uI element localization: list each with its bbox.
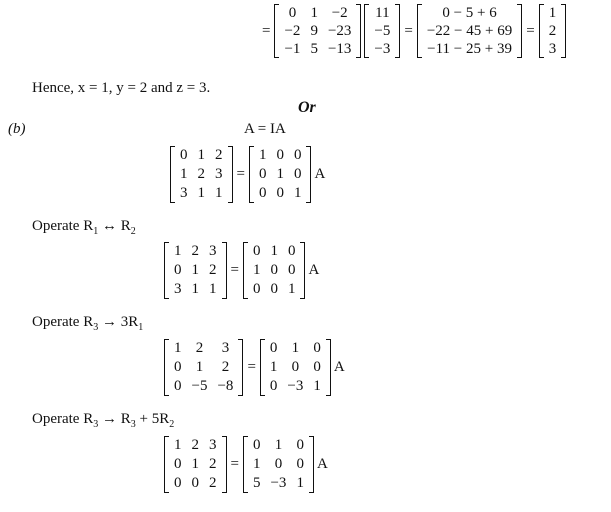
matrix-cell: 0 [296, 437, 304, 453]
matrix-cell: 1 [174, 340, 182, 356]
matrix-cell: 0 [296, 456, 304, 472]
matrix-cell: 1 [180, 166, 188, 182]
matrix-cell: −2 [284, 23, 301, 39]
matrix-a-symbol: A [316, 456, 328, 472]
matrix-cell: 0 [252, 437, 261, 453]
matrix-cell: 0 [180, 147, 188, 163]
matrix-cell: −5 [191, 378, 208, 394]
matrix-cell: 1 [197, 147, 205, 163]
matrix-cell: 1 [276, 166, 284, 182]
matrix-cell: 2 [215, 147, 223, 163]
matrix-cell: 1 [313, 378, 321, 394]
matrix-cell: 1 [215, 185, 223, 201]
matrix-cell: 0 [270, 281, 278, 297]
matrix-right [243, 436, 314, 493]
matrix-a-symbol: A [333, 359, 345, 375]
top-equation [258, 4, 566, 58]
matrix-cell: 3 [174, 281, 182, 297]
matrix-cell: −23 [327, 23, 352, 39]
matrix-cell: 0 [174, 378, 182, 394]
matrix-coefficients [274, 4, 361, 58]
matrix-right [243, 242, 306, 299]
matrix-cell: −3 [287, 378, 304, 394]
matrix-cell: 2 [197, 166, 205, 182]
matrix-cell: 0 [313, 340, 321, 356]
matrix-cell: 11 [375, 5, 390, 21]
matrix-cell: 3 [548, 41, 557, 57]
matrix-right [249, 146, 312, 203]
matrix-cell: 0 [293, 166, 302, 182]
part-label: (b) [8, 121, 26, 137]
matrix-cell: 0 [269, 378, 278, 394]
matrix-cell: 2 [209, 262, 217, 278]
hence-statement: Hence, x = 1, y = 2 and z = 3. [32, 80, 211, 96]
matrix-cell: 1 [293, 185, 302, 201]
matrix-cell: 1 [209, 281, 217, 297]
matrix-cell: 1 [174, 437, 182, 453]
matrix-expansion [417, 4, 522, 58]
matrix-cell: 9 [310, 23, 318, 39]
matrix-equation-step-1 [164, 242, 319, 299]
equals-sign: = [230, 456, 239, 472]
matrix-cell: −2 [331, 5, 348, 21]
matrix-right [260, 339, 331, 396]
matrix-cell: 1 [252, 456, 261, 472]
matrix-cell: 5 [252, 475, 261, 491]
matrix-cell: 0 [288, 5, 297, 21]
matrix-cell: −13 [327, 41, 352, 57]
matrix-cell: 0 [252, 281, 261, 297]
operation-step-2: Operate $R_3 \to 3R_1$ [32, 314, 144, 333]
matrix-cell: 0 [276, 147, 284, 163]
matrix-left [170, 146, 233, 203]
matrix-cell: 1 [287, 281, 296, 297]
matrix-cell: 1 [274, 437, 283, 453]
matrix-cell: 1 [548, 5, 557, 21]
matrix-cell: 1 [191, 281, 199, 297]
matrix-left [164, 242, 227, 299]
matrix-cell: 3 [221, 340, 230, 356]
matrix-left [164, 436, 227, 493]
matrix-cell: 0 [174, 359, 182, 375]
matrix-left [164, 339, 243, 396]
matrix-cell: 0 [252, 243, 261, 259]
matrix-equation-initial [170, 146, 325, 203]
matrix-cell: 2 [209, 475, 217, 491]
matrix-cell: −8 [217, 378, 234, 394]
matrix-cell: 2 [221, 359, 230, 375]
matrix-cell: 0 − 5 + 6 [442, 5, 497, 21]
matrix-cell: 3 [209, 437, 217, 453]
matrix-constants [364, 4, 400, 58]
matrix-cell: 0 [276, 185, 284, 201]
matrix-cell: 0 [258, 185, 267, 201]
matrix-cell: 1 [258, 147, 267, 163]
matrix-solution [539, 4, 567, 58]
matrix-cell: 3 [180, 185, 188, 201]
matrix-equation-step-3 [164, 436, 328, 493]
matrix-cell: 0 [269, 340, 278, 356]
matrix-cell: 0 [191, 475, 199, 491]
matrix-cell: 0 [270, 262, 278, 278]
equals-sign: = [236, 166, 245, 182]
equals-sign: = [247, 359, 256, 375]
matrix-cell: 0 [293, 147, 302, 163]
matrix-cell: 1 [252, 262, 261, 278]
matrix-cell: 2 [195, 340, 204, 356]
matrix-cell: −11 − 25 + 39 [427, 41, 512, 57]
matrix-cell: −3 [374, 41, 391, 57]
equals-sign: = [230, 262, 239, 278]
matrix-a-symbol: A [308, 262, 320, 278]
matrix-cell: 0 [313, 359, 321, 375]
equals-sign: = [404, 22, 413, 39]
equals-sign: = [526, 22, 535, 39]
matrix-cell: 1 [191, 262, 199, 278]
matrix-cell: 2 [548, 23, 557, 39]
operation-step-3: Operate $R_3 \to R_3 + 5R_2$ [32, 411, 175, 430]
matrix-cell: 1 [270, 243, 278, 259]
matrix-cell: 0 [258, 166, 267, 182]
matrix-cell: 1 [195, 359, 204, 375]
matrix-equation-step-2 [164, 339, 345, 396]
matrix-cell: −22 − 45 + 69 [426, 23, 513, 39]
equals-sign: = [262, 22, 271, 39]
matrix-cell: 2 [191, 243, 199, 259]
matrix-cell: 0 [174, 262, 182, 278]
matrix-cell: −1 [284, 41, 301, 57]
matrix-cell: 1 [296, 475, 304, 491]
matrix-cell: 1 [191, 456, 199, 472]
matrix-cell: 1 [197, 185, 205, 201]
a-equals-ia: A = IA [244, 121, 286, 137]
matrix-cell: 1 [291, 340, 300, 356]
matrix-a-symbol: A [314, 166, 326, 182]
operation-step-1: Operate $R_1$ ↔ $R_2$ [32, 218, 136, 237]
matrix-cell: 1 [269, 359, 278, 375]
matrix-cell: 3 [215, 166, 223, 182]
matrix-cell: 2 [191, 437, 199, 453]
matrix-cell: 5 [310, 41, 318, 57]
matrix-cell: −3 [270, 475, 287, 491]
matrix-cell: 0 [174, 475, 182, 491]
matrix-cell: 0 [174, 456, 182, 472]
matrix-cell: 1 [174, 243, 182, 259]
matrix-cell: 2 [209, 456, 217, 472]
matrix-cell: −5 [374, 23, 391, 39]
matrix-cell: 0 [287, 243, 296, 259]
matrix-cell: 1 [310, 5, 318, 21]
matrix-cell: 3 [209, 243, 217, 259]
matrix-cell: 0 [274, 456, 283, 472]
or-heading: Or [298, 99, 316, 116]
matrix-cell: 0 [291, 359, 300, 375]
matrix-cell: 0 [287, 262, 296, 278]
